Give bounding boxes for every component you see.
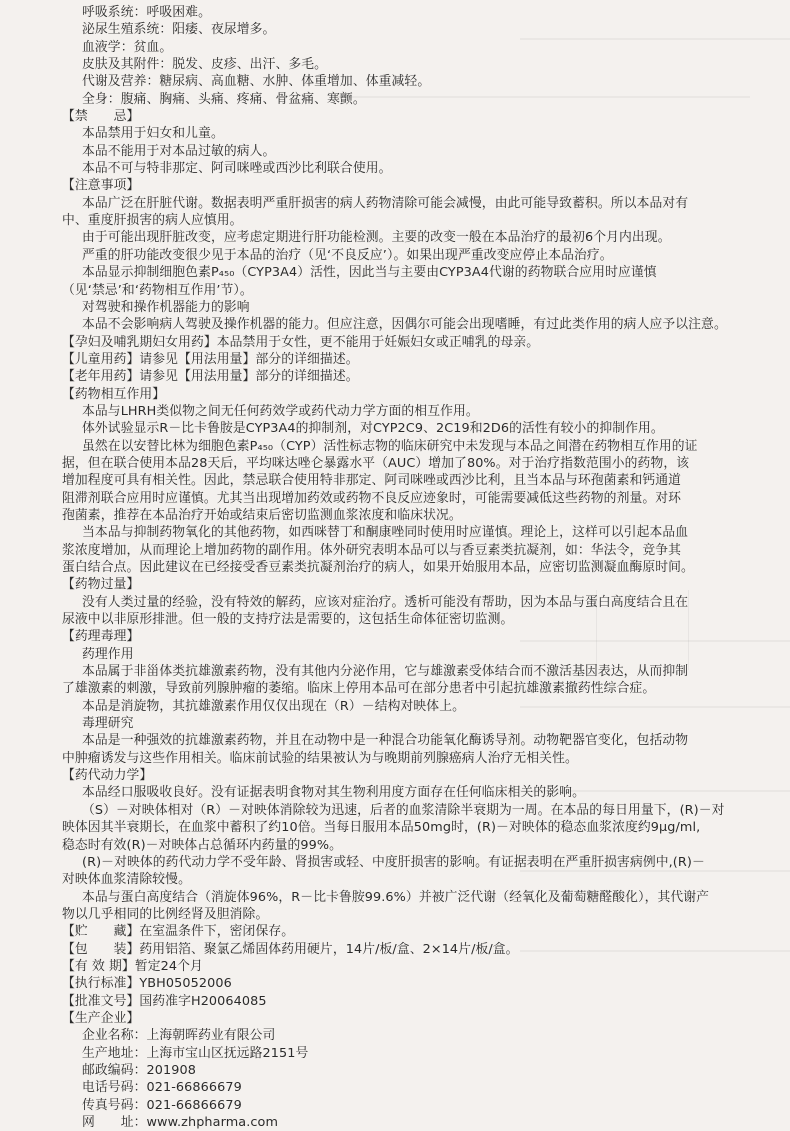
text-line: 阻滞剂联合应用时应谨慎。尤其当出现增加药效或药物不良反应迹象时，可能需要减低这些药物的剂量。对环 [62,490,682,506]
document-body [62,4,778,1131]
section-heading-line: 【儿童用药】请参见【用法用量】部分的详细描述。 [62,351,359,367]
text-line: 浆浓度增加，从而理论上增加药物的副作用。体外研究表明本品可以与香豆素类抗凝剂，如：华法令，竞争其 [62,542,682,558]
text-line: (R)－对映体的药代动力学不受年龄、肾损害或轻、中度肝损害的影响。有证据表明在严重肝损害病例中,(R)－ [82,854,705,870]
text-line: （见‘禁忌’和‘药物相互作用’节）。 [62,282,253,298]
text-line: 本品与蛋白高度结合（消旋体96%，R－比卡鲁胺99.6%）并被广泛代谢（经氧化及葡萄糖醛酸化），其代谢产 [82,889,710,905]
text-line: 本品显示抑制细胞色素P₄₅₀（CYP3A4）活性，因此当与主要由CYP3A4代谢的药物联合应用时应谨慎 [82,265,657,281]
text-line: 电话号码：021-66866679 [82,1080,242,1096]
text-line: 本品不能用于对本品过敏的病人。 [82,143,276,159]
text-line: 本品经口服吸收良好。没有证据表明食物对其生物利用度方面存在任何临床相关的影响。 [82,785,585,801]
text-line: 全身：腹痛、胸痛、头痛、疼痛、骨盆痛、寒颤。 [82,91,366,107]
text-line: 中、重度肝损害的病人应慎用。 [62,213,243,229]
text-line: 虽然在以安替比林为细胞色素P₄₅₀（CYP）活性标志物的临床研究中未发现与本品之间潜在药物相互作用的证 [82,438,698,454]
section-heading-line: 【贮 藏】在室温条件下，密闭保存。 [62,924,295,940]
section-heading-line: 【批准文号】国药准字H20064085 [62,993,267,1009]
text-line: 对映体血浆清除较慢。 [62,872,191,888]
text-line: 体外试验显示R－比卡鲁胺是CYP3A4的抑制剂，对CYP2C9、2C19和2D6的活性有较小的抑制作用。 [82,421,664,437]
text-line: 由于可能出现肝脏改变，应考虑定期进行肝功能检测。主要的改变一般在本品治疗的最初6个月内出现。 [82,230,671,246]
text-line: （S）－对映体相对（R）－对映体消除较为迅速，后者的血浆清除半衰期为一周。在本品的每日用量下，(R)－对 [82,802,725,818]
text-line: 代谢及营养：糖尿病、高血糖、水肿、体重增加、体重减轻。 [82,74,431,90]
section-heading-line: 【药代动力学】 [62,768,153,784]
text-line: 生产地址：上海市宝山区抚远路2151号 [82,1045,309,1061]
section-heading-line: 【有 效 期】暂定24个月 [62,958,203,974]
text-line: 本品与LHRH类似物之间无任何药效学或药代动力学方面的相互作用。 [82,403,479,419]
text-line: 邮政编码：201908 [82,1062,196,1078]
section-heading-line: 【老年用药】请参见【用法用量】部分的详细描述。 [62,369,359,385]
text-line: 泌尿生殖系统：阳痿、夜尿增多。 [82,22,276,38]
text-line: 本品禁用于妇女和儿童。 [82,126,224,142]
text-line: 严重的肝功能改变很少见于本品的治疗（见‘不良反应’）。如果出现严重改变应停止本品治疗。 [82,247,613,263]
text-line: 本品不会影响病人驾驶及操作机器的能力。但应注意，因偶尔可能会出现嗜睡，有过此类作用的病人应予以注意。 [82,317,727,333]
text-line: 了雄激素的刺激，导致前列腺肿瘤的萎缩。临床上停用本品可在部分患者中引起抗雄激素撤药性综合症。 [62,681,656,697]
text-line: 没有人类过量的经验，没有特效的解药，应该对症治疗。透析可能没有帮助，因为本品与蛋白高度结合且在 [82,594,689,610]
text-line: 当本品与抑制药物氧化的其他药物，如西咪替丁和酮康唑同时使用时应谨慎。理论上，这样可以引起本品血 [82,525,689,541]
section-heading-line: 【禁 忌】 [62,109,140,125]
text-line: 物以几乎相同的比例经肾及胆消除。 [62,906,269,922]
text-line: 尿液中以非原形排泄。但一般的支持疗法是需要的，这包括生命体征密切监测。 [62,612,514,628]
text-line: 血液学：贫血。 [82,39,173,55]
text-line: 本品广泛在肝脏代谢。数据表明严重肝损害的病人药物清除可能会减慢，由此可能导致蓄积。所以本品对有 [82,195,689,211]
text-line: 皮肤及其附件：脱发、皮疹、出汗、多毛。 [82,57,328,73]
text-line: 中肿瘤诱发与这些作用相关。临床前试验的结果被认为与晚期前列腺癌病人治疗无相关性。 [62,750,578,766]
text-line: 据，但在联合使用本品28天后，平均咪达唑仑暴露水平（AUC）增加了80%。对于治疗指数范围小的药物，该 [62,455,690,471]
text-line: 本品是消旋物，其抗雄激素作用仅仅出现在（R）－结构对映体上。 [82,698,466,714]
text-line: 网 址：www.zhpharma.com [82,1115,279,1130]
text-line: 药理作用 [82,646,134,662]
text-line: 本品不可与特非那定、阿司咪唑或西沙比利联合使用。 [82,161,392,177]
section-heading-line: 【药理毒理】 [62,629,140,645]
text-line: 本品是一种强效的抗雄激素药物，并且在动物中是一种混合功能氧化酶诱导剂。动物靶器官变化，包括动物 [82,733,689,749]
section-heading-line: 【执行标准】YBH05052006 [62,976,232,992]
text-line: 对驾驶和操作机器能力的影响 [82,299,250,315]
text-line: 毒理研究 [82,716,134,732]
section-heading-line: 【包 装】药用铝箔、聚氯乙烯固体药用硬片，14片/板/盒、2×14片/板/盒。 [62,941,519,957]
section-heading-line: 【孕妇及哺乳期妇女用药】本品禁用于女性，更不能用于妊娠妇女或正哺乳的母亲。 [62,334,540,350]
section-heading-line: 【药物相互作用】 [62,386,166,402]
text-line: 呼吸系统：呼吸困难。 [82,5,211,20]
section-heading-line: 【注意事项】 [62,178,140,194]
text-line: 本品属于非甾体类抗雄激素药物，没有其他内分泌作用，它与雄激素受体结合而不激活基因表达，从而抑制 [82,664,689,680]
text-line: 稳态时有效(R)－对映体占总循环内药量的99%。 [62,837,343,853]
text-line: 映体因其半衰期长，在血浆中蓄积了约10倍。当每日服用本品50mg时，(R)－对映体的稳态血浆浓度约9μg/ml, [62,820,701,836]
text-line: 传真号码：021-66866679 [82,1097,242,1113]
text-line: 增加程度可具有相关性。因此，禁忌联合使用特非那定、阿司咪唑或西沙比利，且当本品与环孢菌素和钙通道 [62,473,682,489]
text-line: 蛋白结合点。因此建议在已经接受香豆素类抗凝剂治疗的病人，如果开始服用本品，应密切监测凝血酶原时间。 [62,560,694,575]
text-line: 孢菌素，推荐在本品治疗开始或结束后密切监测血浆浓度和临床状况。 [62,507,462,523]
section-heading-line: 【生产企业】 [62,1010,140,1026]
section-heading-line: 【药物过量】 [62,577,140,593]
text-line: 企业名称：上海朝晖药业有限公司 [82,1028,276,1044]
